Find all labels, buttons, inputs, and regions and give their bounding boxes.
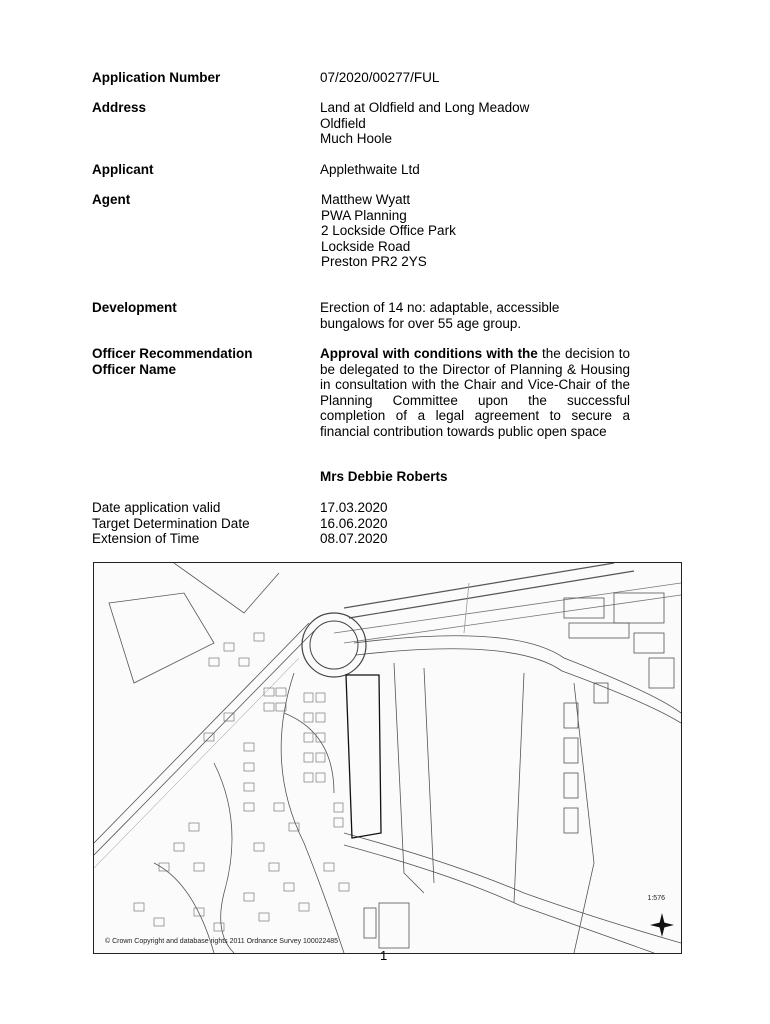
officer-name-label: Officer Name: [92, 362, 177, 377]
extension-label: Extension of Time: [92, 531, 200, 546]
extension-value: 08.07.2020: [320, 531, 388, 546]
address-line: Oldfield: [320, 115, 366, 131]
target-date-label: Target Determination Date: [92, 515, 250, 531]
agent-label: Agent: [92, 192, 131, 207]
date-valid-label: Date application valid: [92, 500, 221, 515]
application-number-label: Application Number: [92, 70, 221, 85]
target-date-value: 16.06.2020: [320, 515, 388, 531]
officer-recommendation-label: Officer Recommendation: [92, 346, 253, 361]
agent-line: Preston PR2 2YS: [321, 254, 427, 269]
map-copyright: © Crown Copyright and database rights 2011 Ordnance Survey 100022485: [105, 938, 339, 945]
north-arrow: [650, 913, 674, 937]
page-number: 1: [380, 948, 388, 963]
address-line: Land at Oldfield and Long Meadow: [320, 100, 530, 115]
development-label: Development: [92, 300, 177, 315]
agent-line: Matthew Wyatt: [321, 192, 411, 207]
development-line: Erection of 14 no: adaptable, accessible: [320, 300, 560, 315]
address-value: [320, 100, 529, 147]
map-drawing: [94, 563, 681, 953]
agent-line: 2 Lockside Office Park: [321, 223, 456, 238]
officer-name-value: Mrs Debbie Roberts: [320, 469, 448, 484]
date-valid-value: 17.03.2020: [320, 500, 388, 515]
map-scale: 1:576: [647, 895, 665, 902]
agent-value: [321, 192, 456, 270]
applicant-value: Applethwaite Ltd: [320, 162, 420, 177]
recommendation-bold: Approval with conditions with the: [320, 346, 538, 361]
recommendation-text: [320, 346, 630, 440]
address-line: Much Hoole: [320, 131, 393, 146]
development-value: [320, 300, 559, 331]
agent-line: PWA Planning: [321, 207, 407, 223]
recommendation-body: the decision to be delegated to the Director of Planning & Housing in consultation with the Chair and Vice-Chair of the Planning Committee upon the successful completion of a legal agreement to secure a financial contribution towards public open space: [320, 346, 631, 439]
development-line: bungalows for over 55 age group.: [320, 315, 522, 331]
site-location-map: [93, 562, 682, 954]
application-number-value: 07/2020/00277/FUL: [320, 70, 440, 85]
applicant-label: Applicant: [92, 162, 154, 177]
address-label: Address: [92, 100, 147, 115]
agent-line: Lockside Road: [321, 238, 411, 254]
